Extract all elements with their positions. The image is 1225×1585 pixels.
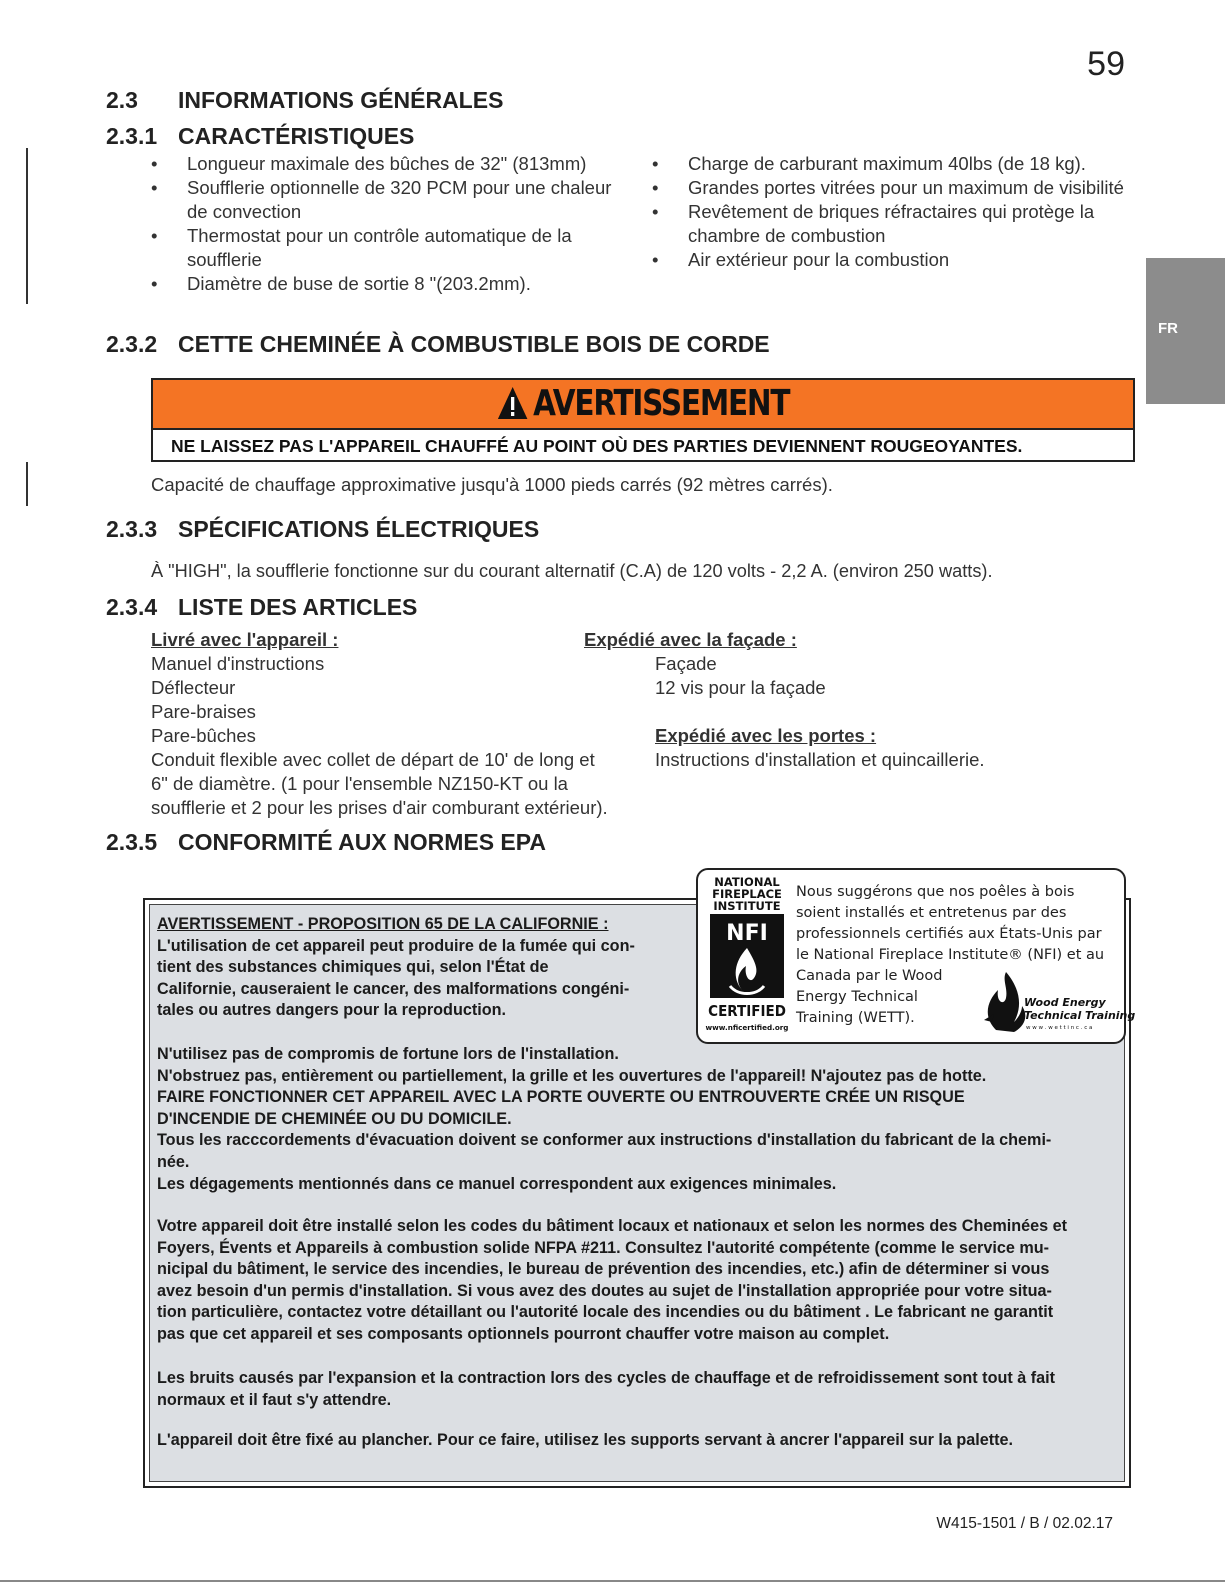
list-item: • Diamètre de buse de sortie 8 "(203.2mm). — [151, 272, 621, 296]
warning-banner — [153, 380, 1133, 430]
text-line: pas que cet appareil et ses composants optionnels pourront chauffer votre maison au complet. — [157, 1324, 890, 1343]
features-list-right — [652, 152, 1142, 272]
noise-notes — [157, 1368, 1117, 1411]
text-line: tion particulière, contactez votre détaillant ou l'autorité locale des incendies ou du bâtiment . Le fabricant ne garantit — [157, 1303, 1054, 1322]
text-line: tales ou autres dangers pour la reproduction. — [157, 1001, 506, 1020]
list-item: • Thermostat pour un contrôle automatique de la soufflerie — [151, 224, 621, 272]
items-col2-heading — [584, 628, 797, 652]
nfi-logo-line1: NATIONAL — [714, 875, 780, 889]
items-col3 — [655, 724, 985, 772]
heating-capacity: Capacité de chauffage approximative jusqu'à 1000 pieds carrés (92 mètres carrés). — [151, 474, 833, 495]
nfi-mark: NFI — [726, 921, 768, 946]
text-line: N'obstruez pas, entièrement ou partiellement, la grille et les ouvertures de l'appareil! N'ajoutez pas de hotte. — [157, 1066, 987, 1085]
text-line: Nous suggérons que nos poêles à bois — [796, 884, 1075, 900]
text-line: tient des substances chimiques qui, selon l'État de — [157, 958, 549, 977]
text-line: le National Fireplace Institute® (NFI) et au — [796, 947, 1105, 963]
change-bar — [26, 462, 28, 506]
text-line: normaux et il faut s'y attendre. — [157, 1390, 392, 1409]
nfi-logo-line3: INSTITUTE — [713, 899, 781, 913]
wett-flame-icon — [988, 972, 1026, 1032]
text-line: Canada par le Wood — [796, 968, 943, 984]
features-list-left — [151, 152, 621, 296]
list-item-line: Conduit flexible avec collet de départ de 10' de long et — [151, 749, 595, 770]
section-number: 2.3 — [106, 87, 138, 113]
list-item: Déflecteur — [151, 677, 236, 698]
text-line: FAIRE FONCTIONNER CET APPAREIL AVEC LA PORTE OUVERTE OU ENTROUVERTE CRÉE UN RISQUE — [157, 1088, 965, 1107]
section-title: CARACTÉRISTIQUES — [178, 123, 415, 149]
text-line: D'INCENDIE DE CHEMINÉE OU DU DOMICILE. — [157, 1109, 512, 1128]
list-item: Instructions d'installation et quincaillerie. — [655, 749, 985, 770]
text-line: N'utilisez pas de compromis de fortune lors de l'installation. — [157, 1045, 619, 1063]
section-heading-2-3-5 — [106, 829, 546, 856]
section-number: 2.3.4 — [106, 594, 158, 620]
wett-logo — [978, 970, 1136, 1034]
section-heading-2-3-4 — [106, 594, 417, 621]
list-item: • Soufflerie optionnelle de 320 PCM pour une chaleur de convection — [151, 176, 621, 224]
building-codes-notes — [157, 1216, 1117, 1346]
wett-url: w w w . w e t t i n c . c a — [1026, 1025, 1093, 1031]
list-item: Pare-braises — [151, 701, 256, 722]
section-title: CETTE CHEMINÉE À COMBUSTIBLE BOIS DE CORDE — [178, 331, 770, 357]
nfi-logo-line2: FIREPLACE — [712, 887, 782, 901]
page-number: 59 — [1087, 45, 1125, 83]
text-line: Les bruits causés par l'expansion et la contraction lors des cycles de chauffage et de refroidissement sont tout à fait — [157, 1369, 1056, 1387]
text-line: Votre appareil doit être installé selon les codes du bâtiment locaux et nationaux et selon les normes des Cheminées et — [157, 1217, 1068, 1235]
warning-box — [151, 378, 1135, 462]
items-col2 — [655, 652, 826, 700]
section-heading-2-3-3 — [106, 516, 539, 543]
section-number: 2.3.5 — [106, 829, 158, 855]
list-item-line: 6" de diamètre. (1 pour l'ensemble NZ150-KT ou la — [151, 773, 568, 794]
prop65-title: AVERTISSEMENT - PROPOSITION 65 DE LA CALIFORNIE : — [157, 915, 609, 933]
section-title: LISTE DES ARTICLES — [178, 594, 418, 620]
text-line: Les dégagements mentionnés dans ce manuel correspondent aux exigences minimales. — [157, 1174, 837, 1193]
list-item: • Charge de carburant maximum 40lbs (de 18 kg). — [652, 152, 1142, 176]
nfi-certification-box — [696, 868, 1136, 1044]
section-title: INFORMATIONS GÉNÉRALES — [178, 87, 504, 113]
text-line: née. — [157, 1152, 190, 1171]
warning-title-wrap — [497, 380, 789, 428]
anchor-notes — [157, 1430, 1117, 1452]
section-number: 2.3.1 — [106, 123, 158, 149]
text-line: Tous les racccordements d'évacuation doivent se conformer aux instructions d'installation du fabricant de la chemi- — [157, 1131, 1052, 1150]
bottom-divider — [0, 1580, 1225, 1582]
list-item: Façade — [655, 653, 717, 674]
text-line: professionnels certifiés aux États-Unis par — [796, 926, 1102, 942]
warning-text: NE LAISSEZ PAS L'APPAREIL CHAUFFÉ AU POINT OÙ DES PARTIES DEVIENNENT ROUGEOYANTES. — [171, 436, 1023, 456]
text-line: avez besoin d'un permis d'installation. Si vous avez des doutes au sujet de l'installation appropriée pour votre situa- — [157, 1281, 1052, 1300]
text-line: Californie, causeraient le cancer, des malformations congéni- — [157, 979, 630, 998]
electrical-spec: À "HIGH", la soufflerie fonctionne sur du courant alternatif (C.A) de 120 volts - 2,2 A. (environ 250 watts). — [151, 561, 993, 581]
list-item: Manuel d'instructions — [151, 653, 325, 674]
list-item: • Revêtement de briques réfractaires qui protège la chambre de combustion — [652, 200, 1142, 248]
text-line: soient installés et entretenus par des — [796, 905, 1067, 921]
text-line: nicipal du bâtiment, le service des incendies, le bureau de prévention des incendies, etc.) afin de déterminer si vous — [157, 1260, 1050, 1279]
nfi-logo — [704, 874, 790, 1034]
installation-notes — [157, 1044, 1117, 1195]
language-tab — [1146, 258, 1225, 404]
list-item: 12 vis pour la façade — [655, 677, 826, 698]
section-number: 2.3.3 — [106, 516, 158, 542]
section-number: 2.3.2 — [106, 331, 158, 357]
section-title: SPÉCIFICATIONS ÉLECTRIQUES — [178, 516, 540, 542]
list-item: • Longueur maximale des bûches de 32" (813mm) — [151, 152, 621, 176]
list-item: • Air extérieur pour la combustion — [652, 248, 1142, 272]
text-line: L'appareil doit être fixé au plancher. Pour ce faire, utilisez les supports servant à ancrer l'appareil sur la palette. — [157, 1431, 1014, 1449]
wett-line1: Wood Energy — [1024, 996, 1106, 1009]
section-heading-2-3 — [106, 87, 503, 114]
prop65-warning — [157, 914, 677, 1022]
list-item: • Grandes portes vitrées pour un maximum de visibilité — [652, 176, 1142, 200]
section-heading-2-3-1 — [106, 123, 414, 150]
list-item-line: soufflerie et 2 pour les prises d'air comburant extérieur). — [151, 797, 608, 818]
text-line: Energy Technical — [796, 989, 918, 1005]
nfi-certified: CERTIFIED — [708, 1003, 786, 1021]
language-tab-label: FR — [1158, 320, 1178, 337]
wett-line2: Technical Training — [1024, 1009, 1136, 1022]
items-col1 — [151, 628, 608, 820]
text-line: L'utilisation de cet appareil peut produire de la fumée qui con- — [157, 936, 635, 955]
nfi-url: www.nficertified.org — [705, 1023, 789, 1032]
text-line: Training (WETT). — [796, 1010, 915, 1026]
items-col3-heading: Expédié avec les portes : — [655, 725, 877, 746]
text-line: Foyers, Évents et Appareils à combustion solide NFPA #211. Consultez l'autorité compétente (comme le service mu- — [157, 1238, 1050, 1257]
section-title: CONFORMITÉ AUX NORMES EPA — [178, 829, 547, 855]
list-item: Pare-bûches — [151, 725, 256, 746]
document-code: W415-1501 / B / 02.02.17 — [936, 1515, 1113, 1532]
items-col1-heading: Livré avec l'appareil : — [151, 629, 339, 650]
items-col2-title: Expédié avec la façade : — [584, 629, 797, 650]
warning-title: AVERTISSEMENT — [532, 383, 790, 424]
section-heading-2-3-2 — [106, 331, 770, 358]
warning-triangle-icon — [497, 386, 528, 420]
change-bar — [26, 148, 28, 304]
